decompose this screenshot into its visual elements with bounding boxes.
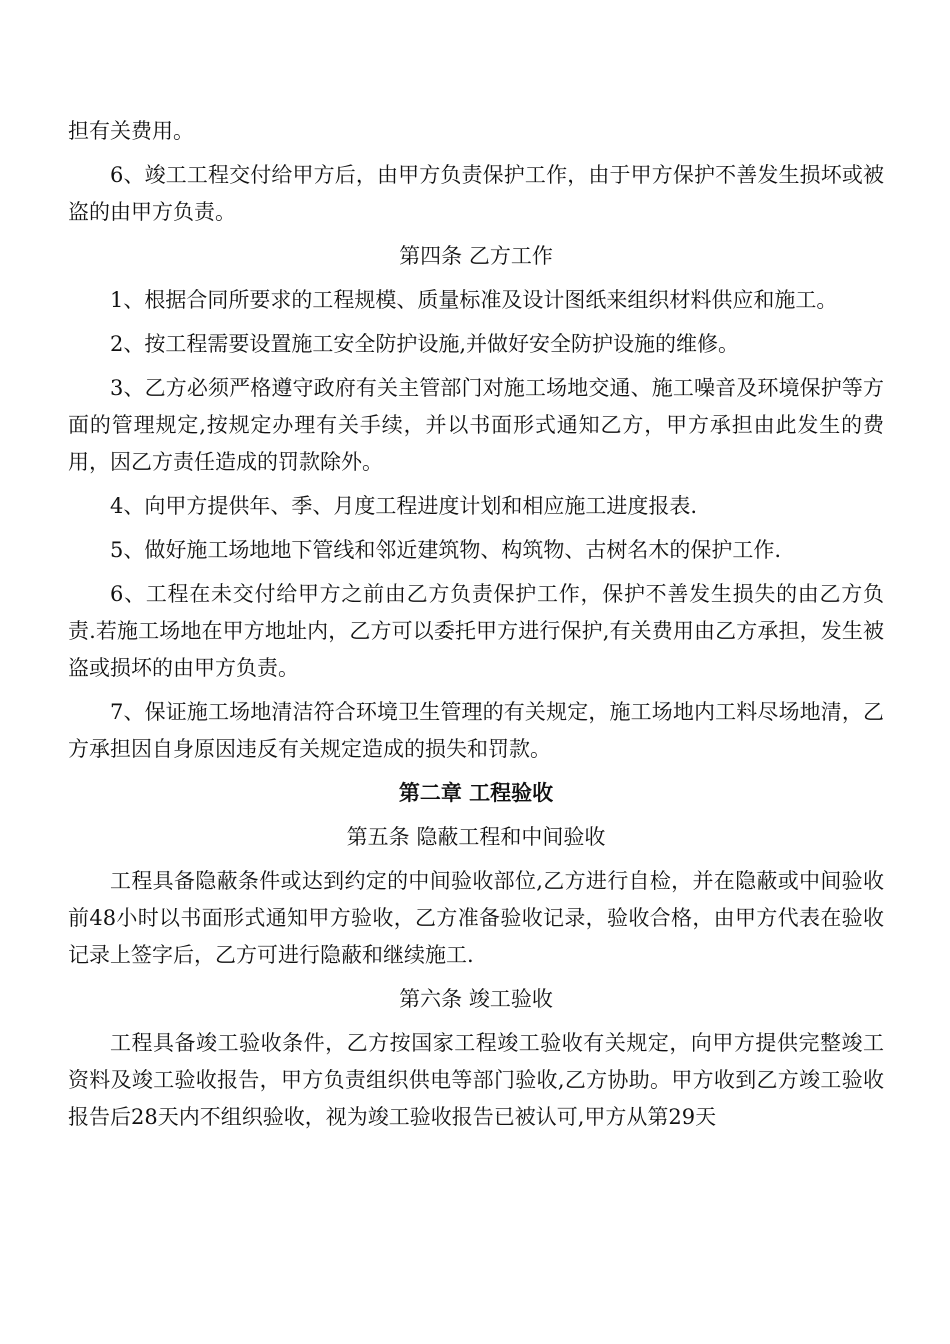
paragraph-completion-acceptance: 工程具备竣工验收条件，乙方按国家工程竣工验收有关规定，向甲方提供完整竣工资料及竣工验收报告，甲方负责组织供电等部门验收,乙方协助。甲方收到乙方竣工验收报告后28天内不组织验收，视为竣工验收报告已被认可,甲方从第29天: [68, 1031, 884, 1129]
paragraph-concealed-work: 工程具备隐蔽条件或达到约定的中间验收部位,乙方进行自检，并在隐蔽或中间验收前48小时以书面形式通知甲方验收，乙方准备验收记录，验收合格，由甲方代表在验收记录上签字后，乙方可进行隐蔽和继续施工.: [68, 869, 884, 967]
article-5-heading: 第五条 隐蔽工程和中间验收: [346, 825, 606, 849]
document-page: [68, 113, 884, 1143]
paragraph-item-1: 1、根据合同所要求的工程规模、质量标准及设计图纸来组织材料供应和施工。: [110, 288, 838, 312]
paragraph-item-7: 7、保证施工场地清洁符合环境卫生管理的有关规定，施工场地内工料尽场地清，乙方承担因自身原因违反有关规定造成的损失和罚款。: [68, 700, 884, 761]
article-6-heading: 第六条 竣工验收: [399, 987, 553, 1011]
paragraph-item-6: 6、工程在未交付给甲方之前由乙方负责保护工作，保护不善发生损失的由乙方负责.若施工场地在甲方地址内，乙方可以委托甲方进行保护,有关费用由乙方承担，发生被盗或损坏的由甲方负责。: [68, 582, 884, 680]
paragraph-continuation: 担有关费用。: [68, 119, 194, 143]
paragraph-item-5: 5、做好施工场地地下管线和邻近建筑物、构筑物、古树名木的保护工作.: [110, 538, 782, 562]
paragraph-item-3: 3、乙方必须严格遵守政府有关主管部门对施工场地交通、施工噪音及环境保护等方面的管理规定,按规定办理有关手续，并以书面形式通知乙方，甲方承担由此发生的费用，因乙方责任造成的罚款除外。: [68, 376, 884, 474]
paragraph-item-6-handover: 6、竣工工程交付给甲方后，由甲方负责保护工作，由于甲方保护不善发生损坏或被盗的由甲方负责。: [68, 163, 884, 224]
paragraph-item-4: 4、向甲方提供年、季、月度工程进度计划和相应施工进度报表.: [110, 494, 698, 518]
paragraph-item-2: 2、按工程需要设置施工安全防护设施,并做好安全防护设施的维修。: [110, 332, 740, 356]
article-4-heading: 第四条 乙方工作: [399, 244, 553, 268]
chapter-2-heading: 第二章 工程验收: [398, 781, 554, 805]
